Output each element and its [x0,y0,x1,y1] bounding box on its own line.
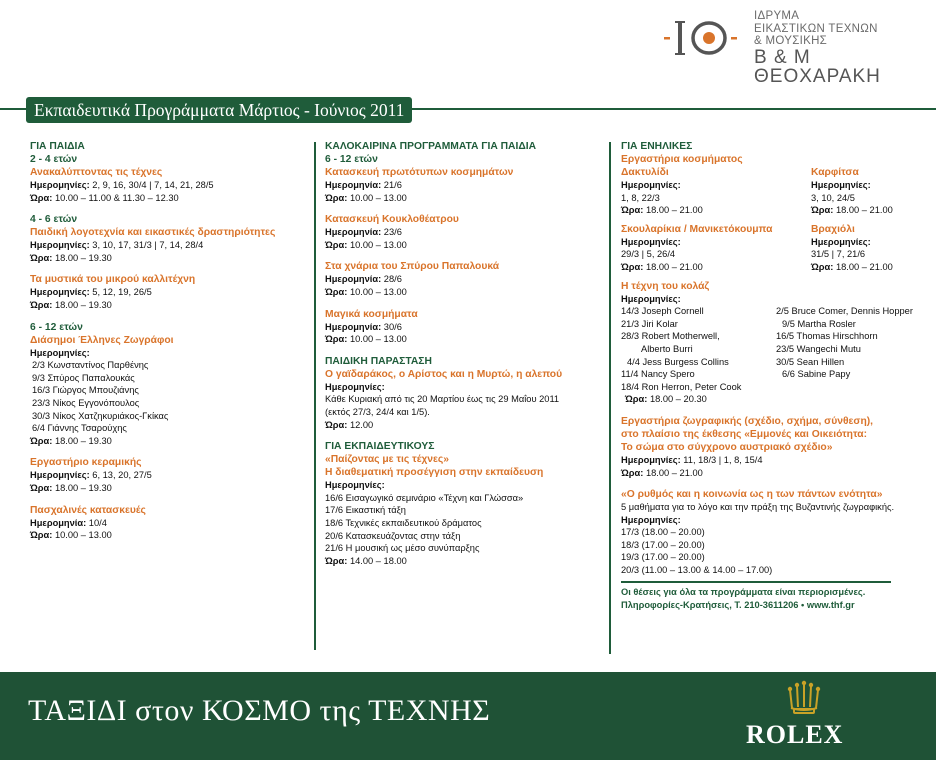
program-dates: Ημερομηνίες: 5, 12, 19, 26/5 [30,287,152,298]
section-heading: ΓΙΑ ΕΚΠΑΙΔΕΥΤΙΚΟΥΣ [325,441,435,453]
column-summer-teachers [325,140,605,567]
program-description: 5 μαθήματα για το λόγο και την πράξη της Βυζαντινής ζωγραφικής. [621,502,895,513]
list-item: 14/3 Joseph Cornell [621,306,704,317]
program-title: Τα μυστικά του μικρού καλλιτέχνη [30,274,196,286]
list-item: 30/3 Νίκος Χατζηκυριάκος-Γκίκας [32,410,169,421]
program-dates: Ημερομηνία: 30/6 [325,321,402,332]
list-item: 9/3 Σπύρος Παπαλουκάς [32,372,135,383]
note-divider [621,581,891,583]
foundation-logo [664,10,924,100]
program-time: Ώρα: 18.00 – 19.30 [30,299,112,310]
program-dates-label: Ημερομηνίες: [621,514,681,525]
program-time: Ώρα: 18.00 – 21.00 [621,205,703,216]
program-time: Ώρα: 10.00 – 13.00 [325,192,407,203]
program-time: Ώρα: 12.00 [325,419,374,430]
list-item: 20/6 Κατασκευάζοντας στην τάξη [325,530,461,541]
logo-line-1: ΙΔΡΥΜΑ [754,10,800,22]
column-children [30,140,302,542]
program-dates: Κάθε Κυριακή από τις 20 Μαρτίου έως τις 29 Μαΐου 2011 [325,394,560,405]
program-time: Ώρα: 18.00 – 21.00 [621,467,703,478]
program-title: Εργαστήρια ζωγραφικής (σχέδιο, σχήμα, σύνθεση), [621,415,874,427]
program-title: «Ο ρυθμός και η κοινωνία ως η των πάντων ενότητα» [621,489,883,501]
list-item: 23/5 Wangechi Mutu [776,343,861,354]
program-title: Ο γαϊδαράκος, ο Αρίστος και η Μυρτώ, η αλεπού [325,368,563,380]
program-title: Κατασκευή πρωτότυπων κοσμημάτων [325,167,514,178]
foundation-logo-icon [664,18,744,58]
list-item: 16/6 Εισαγωγικό σεμινάριο «Τέχνη και Γλώσσα» [325,492,524,503]
program-time: Ώρα: 10.00 – 13.00 [325,334,407,345]
program-title: Στα χνάρια του Σπύρου Παπαλουκά [325,261,500,273]
list-item: 6/6 Sabine Papy [782,369,851,380]
section-heading: ΓΙΑ ΕΝΗΛΙΚΕΣ [621,141,693,152]
workshop-title: Βραχιόλι [811,223,855,235]
column-divider-1 [314,142,316,650]
program-time: Ώρα: 18.00 – 19.30 [30,482,112,493]
page-title: Εκπαιδευτικά Προγράμματα Μάρτιος - Ιούνιος 2011 [26,97,412,123]
brand-logo: ROLEX [746,720,844,749]
booking-note: Οι θέσεις για όλα τα προγράμματα είναι περιορισμένες. [621,586,866,597]
program-dates: 29/3 | 5, 26/4 [621,249,676,260]
list-item: 30/5 Sean Hillen [776,356,845,367]
age-group: 4 - 6 ετών [30,214,78,226]
program-title: Κατασκευή Κουκλοθέατρου [325,214,459,226]
list-item: 6/4 Γιάννης Τσαρούχης [32,423,127,434]
list-item: 19/3 (17.00 – 20.00) [621,552,705,563]
section-heading: ΓΙΑ ΠΑΙΔΙΑ [30,141,85,152]
program-time: Ώρα: 18.00 – 19.30 [30,435,112,446]
program-dates-label: Ημερομηνίες: [325,381,385,392]
program-subtitle: Η διαθεματική προσέγγιση στην εκπαίδευση [325,467,544,479]
program-dates: 3, 10, 24/5 [811,192,855,203]
program-dates: Ημερομηνίες: 11, 18/3 | 1, 8, 15/4 [621,454,763,465]
program-dates: Ημερομηνίες: 2, 9, 16, 30/4 | 7, 14, 21, 28/5 [30,180,214,190]
program-dates: Ημερομηνία: 28/6 [325,274,402,285]
list-item: 23/3 Νίκος Εγγονόπουλος [32,397,140,408]
logo-line-5: ΘΕΟΧΑΡΑΚΗ [754,65,881,87]
program-dates: Ημερομηνία: 10/4 [30,517,107,528]
logo-line-2: ΕΙΚΑΣΤΙΚΩΝ ΤΕΧΝΩΝ [754,22,878,35]
program-time: Ώρα: 10.00 – 11.00 & 11.30 – 12.30 [30,192,179,203]
footer-slogan: ΤΑΞΙΔΙ στον ΚΟΣΜΟ της ΤΕΧΝΗΣ [28,694,491,727]
age-group: 6 - 12 ετών [325,154,378,165]
program-time: Ώρα: 18.00 – 21.00 [811,205,893,216]
program-dates-label: Ημερομηνίες: [621,236,681,247]
program-title: Εργαστήρια κοσμήματος [621,154,743,165]
program-dates-label: Ημερομηνίες: [811,180,871,190]
program-title: Το σώμα στο σύγχρονο αυστριακό σχέδιο» [621,441,833,453]
list-item: 18/4 Ron Herron, Peter Cook [621,381,742,392]
list-item: Alberto Burri [641,343,693,354]
program-dates: Ημερομηνία: 23/6 [325,227,402,238]
section-heading: ΚΑΛΟΚΑΙΡΙΝΑ ΠΡΟΓΡΑΜΜΑΤΑ ΓΙΑ ΠΑΙΔΙΑ [325,141,537,152]
program-time: Ώρα: 18.00 – 19.30 [30,252,112,263]
program-dates: 31/5 | 7, 21/6 [811,249,866,260]
program-dates: Ημερομηνίες: 6, 13, 20, 27/5 [30,470,152,481]
workshop-title: Δακτυλίδι [621,167,669,178]
program-title: Διάσημοι Έλληνες Ζωγράφοι [30,334,174,346]
program-dates-label: Ημερομηνίες: [811,236,871,247]
column-adults [621,140,926,612]
program-time: Ώρα: 14.00 – 18.00 [325,555,407,566]
list-item: 2/3 Κωνσταντίνος Παρθένης [32,360,149,371]
list-item: 21/3 Jiri Kolar [621,318,678,329]
logo-line-4: Β & Μ [754,46,811,68]
program-dates: Ημερομηνίες: 3, 10, 17, 31/3 | 7, 14, 28/4 [30,240,204,251]
program-dates: Ημερομηνία: 21/6 [325,180,402,190]
list-item: 20/3 (11.00 – 13.00 & 14.00 – 17.00) [621,565,773,576]
list-item: 28/3 Robert Motherwell, [621,331,720,342]
crown-icon [786,680,822,716]
program-time: Ώρα: 18.00 – 21.00 [811,261,893,272]
program-time: Ώρα: 10.00 – 13.00 [325,239,407,250]
program-time: Ώρα: 18.00 – 21.00 [621,261,703,272]
list-item: 18/6 Τεχνικές εκπαιδευτικού δράματος [325,517,482,528]
list-item: 21/6 Η μουσική ως μέσο συνύπαρξης [325,543,480,554]
list-item: 16/5 Thomas Hirschhorn [776,331,878,342]
workshop-title: Σκουλαρίκια / Μανικετόκουμπα [621,223,773,235]
age-group: 2 - 4 ετών [30,154,78,165]
program-title: Εργαστήριο κεραμικής [30,457,142,469]
list-item: 18/3 (17.00 – 20.00) [621,539,705,550]
program-title: «Παίζοντας με τις τέχνες» [325,454,449,466]
program-title: στο πλαίσιο της έκθεσης «Εμμονές και Οικειότητα: [621,428,868,440]
program-time: Ώρα: 10.00 – 13.00 [325,286,407,297]
program-dates-label: Ημερομηνίες: [30,347,90,358]
program-title: Ανακαλύπτοντας τις τέχνες [30,167,163,178]
program-title: Μαγικά κοσμήματα [325,308,418,320]
program-title: Πασχαλινές κατασκευές [30,504,146,516]
list-item: 16/3 Γιώργος Μπουζιάνης [32,385,139,396]
program-dates-label: Ημερομηνίες: [621,180,681,190]
logo-line-3: & ΜΟΥΣΙΚΗΣ [754,35,828,47]
column-divider-2 [609,142,611,654]
program-title: Παιδική λογοτεχνία και εικαστικές δραστηριότητες [30,227,276,239]
workshop-title: Καρφίτσα [811,167,859,178]
program-dates-label: Ημερομηνίες: [621,293,681,304]
list-item: 11/4 Nancy Spero [621,369,695,380]
program-dates: 1, 8, 22/3 [621,192,660,203]
list-item: 9/5 Martha Rosler [782,318,856,329]
program-time: Ώρα: 10.00 – 13.00 [30,530,112,541]
list-item: 2/5 Bruce Comer, Dennis Hopper [776,306,913,317]
age-group: 6 - 12 ετών [30,321,83,333]
program-time: Ώρα: 18.00 – 20.30 [625,394,707,405]
list-item: 17/6 Εικαστική τάξη [325,505,406,516]
list-item: 17/3 (18.00 – 20.00) [621,527,705,538]
footer-banner [0,672,936,760]
program-title: Η τέχνη του κολάζ [621,280,710,292]
booking-contact: Πληροφορίες-Κρατήσεις, Τ. 210-3611206 • www.thf.gr [621,599,855,610]
section-heading: ΠΑΙΔΙΚΗ ΠΑΡΑΣΤΑΣΗ [325,355,432,367]
program-dates: (εκτός 27/3, 24/4 και 1/5). [325,406,430,417]
list-item: 4/4 Jess Burgess Collins [627,356,729,367]
program-dates-label: Ημερομηνίες: [325,480,385,491]
